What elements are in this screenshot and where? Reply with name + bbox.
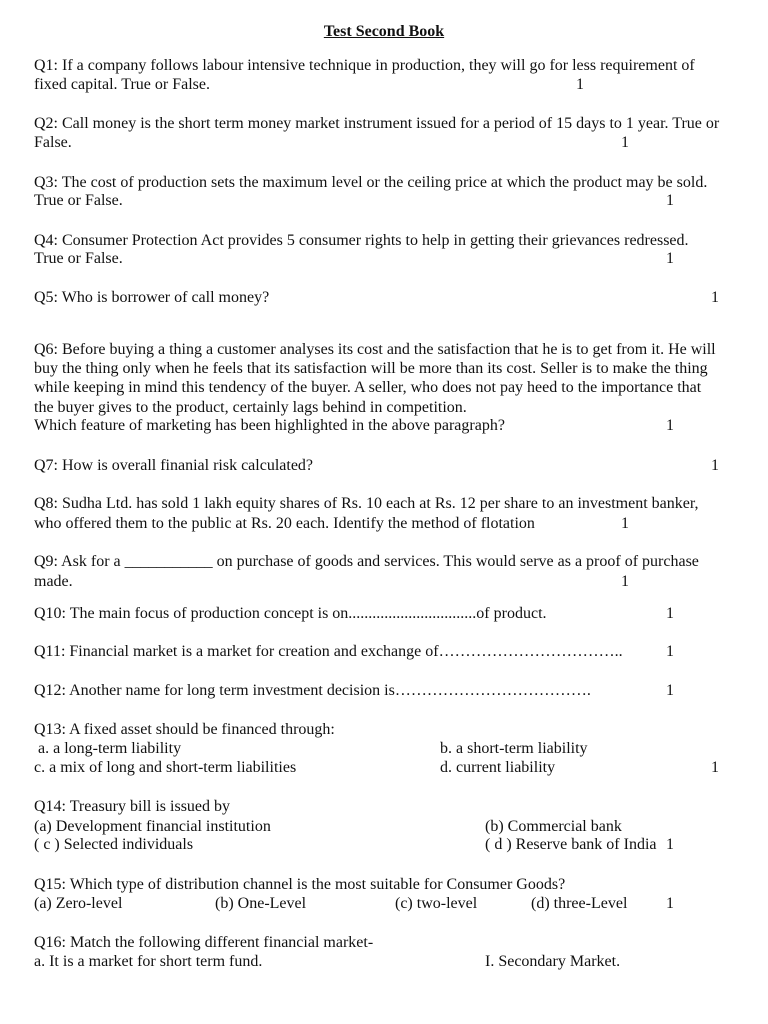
question-text: Q10: The main focus of production concept is on................................of product. bbox=[34, 605, 547, 622]
option-a: (a) Zero-level bbox=[34, 895, 123, 912]
marks: 1 bbox=[666, 643, 674, 660]
question-text: Q13: A fixed asset should be financed through: bbox=[34, 721, 335, 738]
question-text: fixed capital. True or False. bbox=[34, 76, 210, 93]
page-title: Test Second Book bbox=[323, 23, 445, 40]
marks: 1 bbox=[621, 515, 629, 532]
marks: 1 bbox=[666, 192, 674, 209]
option-d: (d) three-Level bbox=[531, 895, 628, 912]
question-text: True or False. bbox=[34, 192, 123, 209]
option-b: b. a short-term liability bbox=[440, 740, 588, 757]
question-text: Q12: Another name for long term investment decision is………………………………. bbox=[34, 682, 591, 699]
marks: 1 bbox=[666, 605, 674, 622]
marks: 1 bbox=[666, 682, 674, 699]
question-text: True or False. bbox=[34, 250, 123, 267]
marks: 1 bbox=[711, 759, 719, 776]
marks: 1 bbox=[711, 289, 719, 306]
question-text: Q3: The cost of production sets the maximum level or the ceiling price at which the product may be sold. bbox=[34, 174, 708, 191]
match-item-a: a. It is a market for short term fund. bbox=[34, 953, 263, 970]
marks: 1 bbox=[666, 836, 674, 853]
marks: 1 bbox=[666, 250, 674, 267]
marks: 1 bbox=[576, 76, 584, 93]
question-text: Q16: Match the following different financial market- bbox=[34, 934, 374, 951]
marks: 1 bbox=[666, 895, 674, 912]
match-item-1: I. Secondary Market. bbox=[485, 953, 621, 970]
question-text: Q8: Sudha Ltd. has sold 1 lakh equity shares of Rs. 10 each at Rs. 12 per share to an investment banker, bbox=[34, 495, 699, 512]
question-text: Q7: How is overall finanial risk calculated? bbox=[34, 457, 314, 474]
question-text: Which feature of marketing has been highlighted in the above paragraph? bbox=[34, 417, 505, 434]
marks: 1 bbox=[621, 134, 629, 151]
question-text: Q6: Before buying a thing a customer analyses its cost and the satisfaction that he is to get from it. He will bbox=[34, 341, 716, 358]
option-a: a. a long-term liability bbox=[38, 740, 182, 757]
question-text: Q4: Consumer Protection Act provides 5 consumer rights to help in getting their grievances redressed. bbox=[34, 232, 689, 249]
option-d: d. current liability bbox=[440, 759, 556, 776]
question-text: Q11: Financial market is a market for creation and exchange of…………………………….. bbox=[34, 643, 623, 660]
option-b: (b) One-Level bbox=[215, 895, 307, 912]
option-b: (b) Commercial bank bbox=[485, 818, 622, 835]
option-c: c. a mix of long and short-term liabilities bbox=[34, 759, 297, 776]
question-text: Q2: Call money is the short term money market instrument issued for a period of 15 days to 1 year. True or bbox=[34, 115, 720, 132]
question-text: while keeping in mind this tendency of the buyer. A seller, who does not pay heed to the importance that bbox=[34, 379, 702, 396]
option-c: (c) two-level bbox=[395, 895, 478, 912]
marks: 1 bbox=[666, 417, 674, 434]
marks: 1 bbox=[711, 457, 719, 474]
marks: 1 bbox=[621, 573, 629, 590]
question-text: Q5: Who is borrower of call money? bbox=[34, 289, 270, 306]
option-d: ( d ) Reserve bank of India bbox=[485, 836, 657, 853]
question-text: who offered them to the public at Rs. 20 each. Identify the method of flotation bbox=[34, 515, 535, 532]
question-text: buy the thing only when he feels that its satisfaction will be more than its cost. Seller is to make the thing bbox=[34, 360, 708, 377]
question-text: Q15: Which type of distribution channel is the most suitable for Consumer Goods? bbox=[34, 876, 566, 893]
question-text: False. bbox=[34, 134, 72, 151]
option-c: ( c ) Selected individuals bbox=[34, 836, 194, 853]
question-text: the buyer gives to the product, certainly lags behind in competition. bbox=[34, 399, 467, 416]
question-text: Q9: Ask for a ___________ on purchase of goods and services. This would serve as a proof of purchase bbox=[34, 553, 699, 570]
question-text: Q14: Treasury bill is issued by bbox=[34, 798, 231, 815]
option-a: (a) Development financial institution bbox=[34, 818, 271, 835]
question-text: Q1: If a company follows labour intensive technique in production, they will go for less requirement of bbox=[34, 57, 695, 74]
question-text: made. bbox=[34, 573, 73, 590]
